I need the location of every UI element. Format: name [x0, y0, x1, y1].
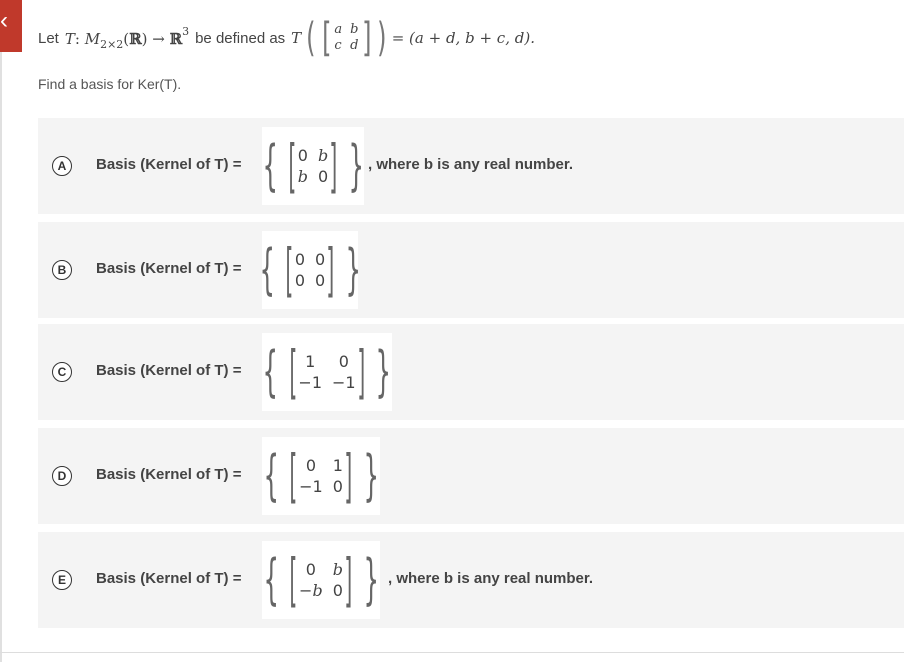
matrix-entry: −1 — [299, 477, 323, 496]
matrix-entry: b — [332, 560, 343, 579]
set-brace-left: { — [262, 340, 279, 403]
option-label: Basis (Kernel of T) = — [96, 466, 242, 483]
matrix-entry: 0 — [315, 250, 326, 269]
matrix-entry: c — [334, 38, 342, 53]
defined-as-text: be defined as — [195, 29, 286, 47]
bracket-right: ] — [326, 236, 335, 304]
basis-matrix — [259, 231, 361, 309]
transformation-definition — [291, 15, 535, 61]
option-suffix: , where b is any real number. — [388, 570, 594, 587]
option-b[interactable] — [38, 222, 904, 318]
arrow-icon: → — [152, 30, 165, 48]
question-let: Let — [38, 29, 59, 47]
option-label: Basis (Kernel of T) = — [96, 362, 242, 379]
set-brace-left: { — [263, 548, 279, 611]
bracket-left: [ — [288, 132, 297, 200]
matrix-entry: 0 — [294, 271, 305, 290]
option-label: Basis (Kernel of T) = — [96, 260, 242, 277]
matrix-entry: −1 — [332, 373, 356, 392]
matrix-entry: 0 — [305, 456, 316, 475]
option-suffix: , where b is any real number. — [368, 156, 574, 173]
set-brace-left: { — [259, 238, 275, 301]
matrix-entry: 0 — [338, 352, 349, 371]
matrix-entry: d — [350, 38, 359, 53]
matrix-space-symbol: M — [84, 30, 101, 48]
set-brace-left: { — [263, 444, 280, 507]
paren-close: ) — [141, 30, 148, 48]
set-brace-right: } — [362, 444, 379, 507]
option-letter-badge[interactable]: D — [52, 466, 72, 486]
left-divider — [0, 52, 2, 662]
option-letter-badge[interactable]: A — [52, 156, 72, 176]
option-letter-badge[interactable]: B — [52, 260, 72, 280]
set-brace-right: } — [363, 548, 379, 611]
option-label: Basis (Kernel of T) = — [96, 570, 242, 587]
question-prompt: Find a basis for Ker(T). — [38, 76, 182, 92]
option-label: Basis (Kernel of T) = — [96, 156, 242, 173]
matrix-entry: 0 — [332, 581, 343, 600]
basis-matrix — [262, 127, 364, 205]
bracket-left: [ — [289, 546, 298, 614]
set-brace-right: } — [348, 134, 364, 197]
bracket-right: ] — [344, 546, 353, 614]
option-a[interactable] — [38, 118, 904, 214]
option-letter-badge[interactable]: E — [52, 570, 72, 590]
back-button[interactable] — [0, 0, 22, 52]
option-e[interactable] — [38, 532, 904, 628]
field-symbol: ℝ — [129, 30, 142, 48]
codomain-symbol: ℝ — [169, 30, 183, 48]
basis-matrix — [262, 437, 380, 515]
matrix-entry: 0 — [332, 477, 343, 496]
matrix-entry: 0 — [294, 250, 305, 269]
matrix-entry: a — [334, 22, 343, 37]
bracket-left: [ — [289, 338, 298, 406]
set-brace-right: } — [375, 340, 392, 403]
matrix-entry: 0 — [318, 167, 329, 186]
transformation-result: = (a + d, b + c, d). — [391, 29, 535, 47]
matrix-entry: 0 — [297, 146, 308, 165]
map-symbol: T — [64, 30, 75, 48]
matrix-entry: 0 — [315, 271, 326, 290]
set-brace-left: { — [262, 134, 278, 197]
bracket-left: [ — [289, 442, 298, 510]
paren-open: ( — [123, 30, 130, 48]
transformation-signature — [65, 25, 189, 51]
codomain-exponent: 3 — [182, 25, 190, 38]
option-d[interactable] — [38, 428, 904, 524]
bottom-divider — [0, 652, 904, 653]
matrix-entry: 1 — [332, 456, 343, 475]
basis-matrix — [262, 333, 392, 411]
matrix-entry: −b — [299, 581, 323, 600]
matrix-entry: b — [318, 146, 329, 165]
matrix-space-dims: 2×2 — [100, 38, 124, 51]
bracket-right: ] — [329, 132, 338, 200]
option-c[interactable] — [38, 324, 904, 420]
set-brace-right: } — [345, 238, 361, 301]
input-matrix: ( [ a b c d ] ) — [306, 15, 387, 61]
chevron-left-icon: ‹ — [0, 7, 8, 34]
matrix-entry: 1 — [305, 352, 316, 371]
question-statement — [38, 8, 894, 68]
matrix-entry: b — [297, 167, 308, 186]
basis-matrix — [262, 541, 380, 619]
colon: : — [74, 30, 80, 48]
option-letter-badge[interactable]: C — [52, 362, 72, 382]
bracket-right: ] — [344, 442, 353, 510]
map-symbol-2: T — [291, 29, 302, 47]
matrix-entry: −1 — [298, 373, 322, 392]
bracket-left: [ — [285, 236, 294, 304]
matrix-entry: b — [350, 22, 359, 37]
matrix-entry: 0 — [305, 560, 316, 579]
bracket-right: ] — [356, 338, 365, 406]
